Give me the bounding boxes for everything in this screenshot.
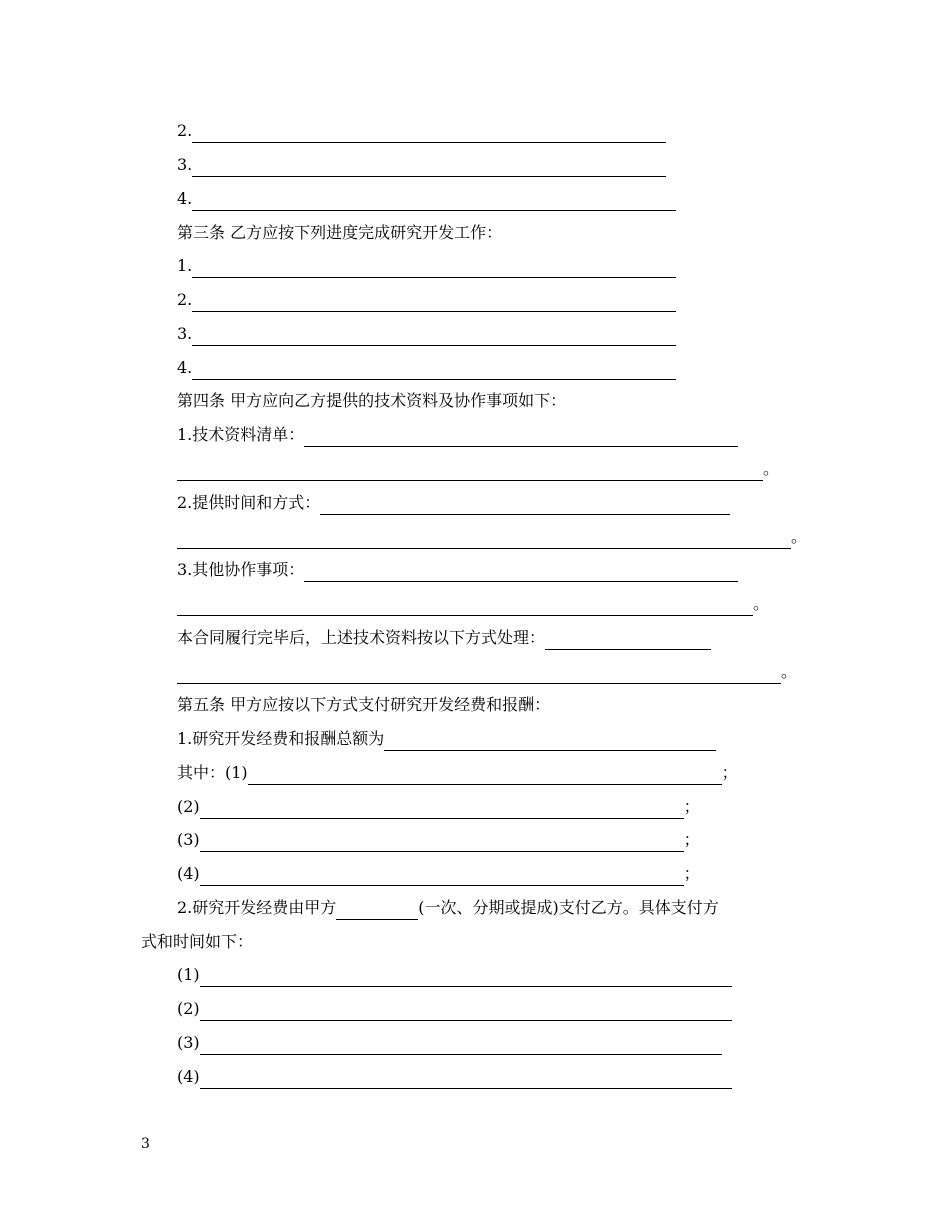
other-cont: 。 — [177, 592, 769, 616]
blank[interactable] — [304, 428, 738, 447]
blank[interactable] — [200, 800, 684, 819]
blank[interactable] — [200, 1036, 722, 1055]
article-4-title: 第四条 甲方应向乙方提供的技术资料及协作事项如下： — [177, 391, 567, 410]
disposal-cont: 。 — [177, 660, 797, 684]
article-3-title: 第三条 乙方应按下列进度完成研究开发工作： — [177, 223, 503, 242]
sub-item-4: (4) ； — [177, 862, 700, 886]
blank[interactable] — [248, 766, 722, 785]
blank[interactable] — [320, 496, 730, 515]
blank[interactable] — [200, 1070, 732, 1089]
art3-item-1: 1. — [177, 254, 676, 278]
tech-list-line: 1.技术资料清单： — [177, 423, 738, 447]
tech-list-cont: 。 — [177, 457, 779, 481]
blank[interactable] — [192, 293, 676, 312]
blank[interactable] — [336, 901, 418, 920]
item-4: 4. — [177, 187, 676, 211]
total-line: 1.研究开发经费和报酬总额为 — [177, 727, 716, 751]
article-5-title: 第五条 甲方应按以下方式支付研究开发经费和报酬： — [177, 695, 551, 714]
blank[interactable] — [200, 833, 684, 852]
pay-item-1: (1) — [177, 963, 732, 987]
blank[interactable] — [192, 327, 676, 346]
pay-item-3: (3) — [177, 1031, 722, 1055]
pay-item-4: (4) — [177, 1065, 732, 1089]
pay-item-2: (2) — [177, 997, 732, 1021]
other-line: 3.其他协作事项： — [177, 558, 738, 582]
time-cont: 。 — [177, 525, 807, 549]
blank[interactable] — [177, 530, 791, 549]
blank[interactable] — [545, 631, 711, 650]
item-2: 2. — [177, 119, 666, 143]
blank[interactable] — [200, 1002, 732, 1021]
art3-item-4: 4. — [177, 356, 676, 380]
sub-item-2: (2) ； — [177, 795, 700, 819]
art3-item-2: 2. — [177, 288, 676, 312]
blank[interactable] — [192, 259, 676, 278]
blank[interactable] — [192, 192, 676, 211]
sub-item-3: (3) ； — [177, 828, 700, 852]
blank[interactable] — [177, 462, 763, 481]
page-number: 3 — [141, 1136, 150, 1152]
blank[interactable] — [200, 968, 732, 987]
blank[interactable] — [200, 867, 684, 886]
blank[interactable] — [304, 563, 738, 582]
blank[interactable] — [177, 665, 781, 684]
blank[interactable] — [192, 124, 666, 143]
disposal-line: 本合同履行完毕后，上述技术资料按以下方式处理： — [177, 626, 711, 650]
blank[interactable] — [192, 361, 676, 380]
blank[interactable] — [384, 732, 716, 751]
time-line: 2.提供时间和方式： — [177, 491, 730, 515]
blank[interactable] — [192, 158, 666, 177]
payment-line: 2.研究开发经费由甲方 (一次、分期或提成)支付乙方。具体支付方 — [177, 896, 719, 920]
blank[interactable] — [177, 597, 753, 616]
among-line: 其中：(1) ； — [177, 761, 738, 785]
art3-item-3: 3. — [177, 322, 676, 346]
item-3: 3. — [177, 153, 666, 177]
payment-cont: 式和时间如下： — [141, 932, 254, 951]
